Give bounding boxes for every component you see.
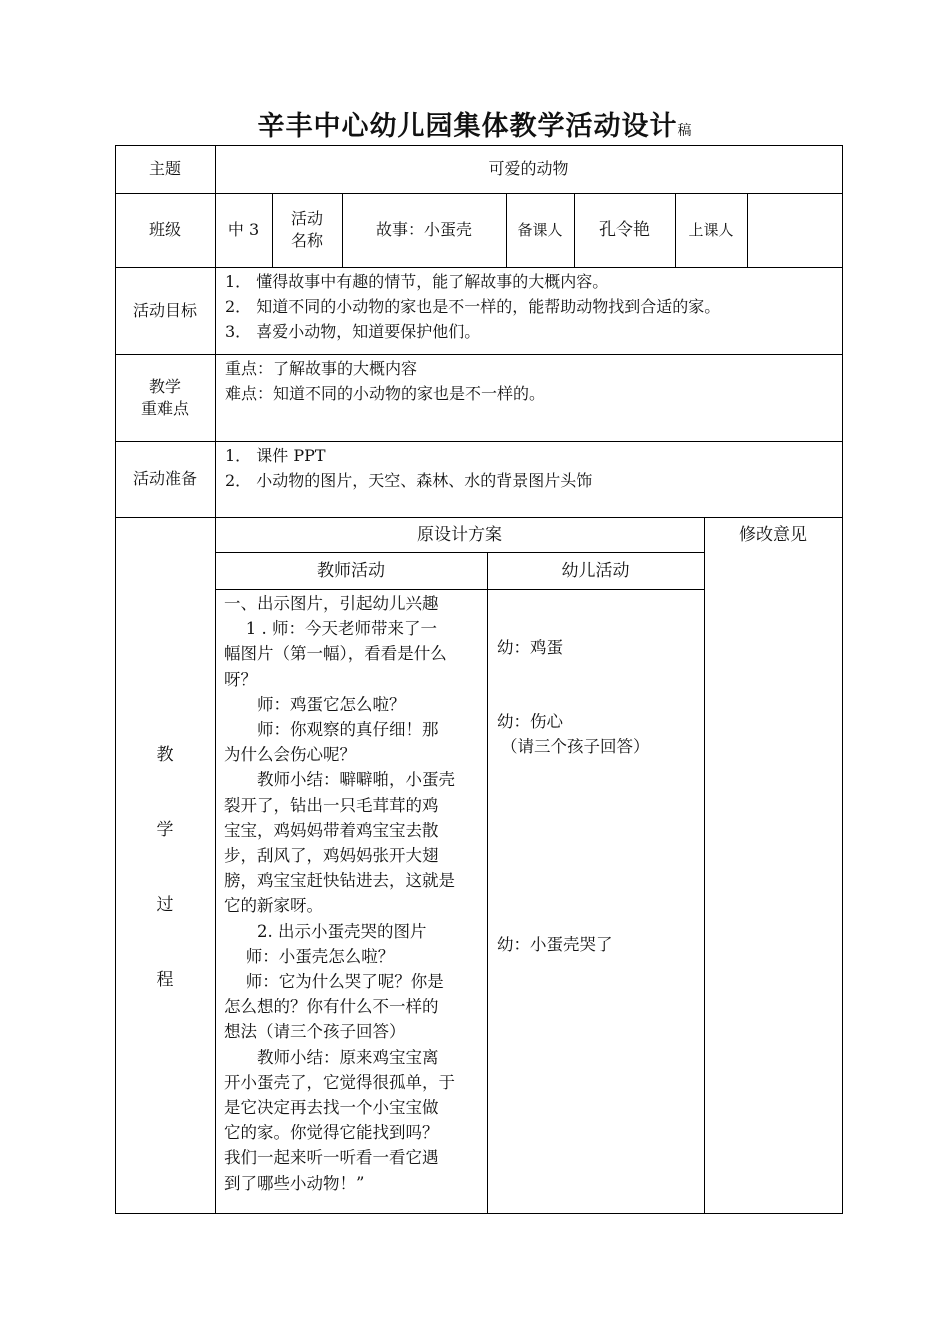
class-label: 班级: [148, 220, 181, 239]
key-point-item: 重点：了解故事的大概内容: [225, 359, 418, 378]
teacher-label: 上课人: [688, 221, 734, 239]
teacher-activity-text: 一、出示图片，引起幼儿兴趣 1 . 师：今天老师带来了一 幅图片（第一幅），看看是什么 呀？ 师：鸡蛋它怎么啦？ 师：你观察的真仔细！那 为什么会伤心呢？ 教师小结：噼噼啪，小蛋壳 裂开了，钻出一只毛茸茸的鸡 宝宝，鸡妈妈带着鸡宝宝去散 步，刮风了，鸡妈妈张开大翅 膀，鸡宝宝赶快钻进去，这就是 它的新家呀。 2. 出示小蛋壳哭的图片 师：小蛋壳怎么啦？ 师：它为什么哭了呢？你是 怎么想的？你有什么不一样的 想法（请三个孩子回答） 教师小结：原来鸡宝宝离 开小蛋壳了，它觉得很孤单，于 是它决定再去找一个小宝宝做 它的家。你觉得它能找到吗？ 我们一起来听一听看一看它遇 到了哪些小动物！”: [224, 594, 455, 1193]
child-response: 幼：小蛋壳哭了: [497, 935, 613, 954]
preparer-value: 孔令艳: [599, 220, 650, 240]
preparation-list: [225, 443, 837, 493]
class-value: 中 3: [227, 220, 260, 239]
page-title: 辛丰中心幼儿园集体教学活动设计稿: [257, 111, 693, 142]
title-suffix: 稿: [677, 123, 693, 139]
teacher-value: [747, 193, 842, 267]
child-response: 幼：伤心: [497, 712, 563, 731]
key-points-list: [225, 356, 837, 406]
theme-label: 主题: [148, 159, 181, 178]
preparation-label: 活动准备: [132, 469, 197, 488]
goal-item: 3． 喜爱小动物，知道要保护他们。: [225, 322, 481, 341]
process-label: 教 学 过 程: [156, 745, 174, 990]
teacher-activity-header: 教师活动: [317, 560, 385, 581]
preparer-label: 备课人: [517, 221, 563, 239]
goals-label: 活动目标: [132, 300, 197, 320]
original-plan-header: 原设计方案: [417, 524, 502, 545]
child-activity-header: 幼儿活动: [561, 560, 630, 581]
lesson-plan-table: [115, 145, 843, 1214]
activity-name-value: 故事：小蛋壳: [375, 220, 472, 239]
child-response-note: （请三个孩子回答）: [501, 737, 650, 756]
goals-list: [225, 269, 837, 344]
child-response: 幼：鸡蛋: [497, 638, 563, 657]
theme-value: 可爱的动物: [488, 159, 569, 178]
key-points-label: 教学 重难点: [140, 376, 189, 418]
preparation-item: 1． 课件 PPT: [225, 446, 326, 465]
goal-item: 2． 知道不同的小动物的家也是不一样的，能帮助动物找到合适的家。: [225, 297, 721, 316]
activity-name-label: 活动 名称: [290, 209, 323, 250]
goal-item: 1． 懂得故事中有趣的情节，能了解故事的大概内容。: [225, 272, 609, 291]
preparation-item: 2． 小动物的图片，天空、森林、水的背景图片头饰: [225, 471, 593, 490]
key-point-item: 难点：知道不同的小动物的家也是不一样的。: [225, 384, 546, 403]
revision-header: 修改意见: [739, 524, 807, 545]
